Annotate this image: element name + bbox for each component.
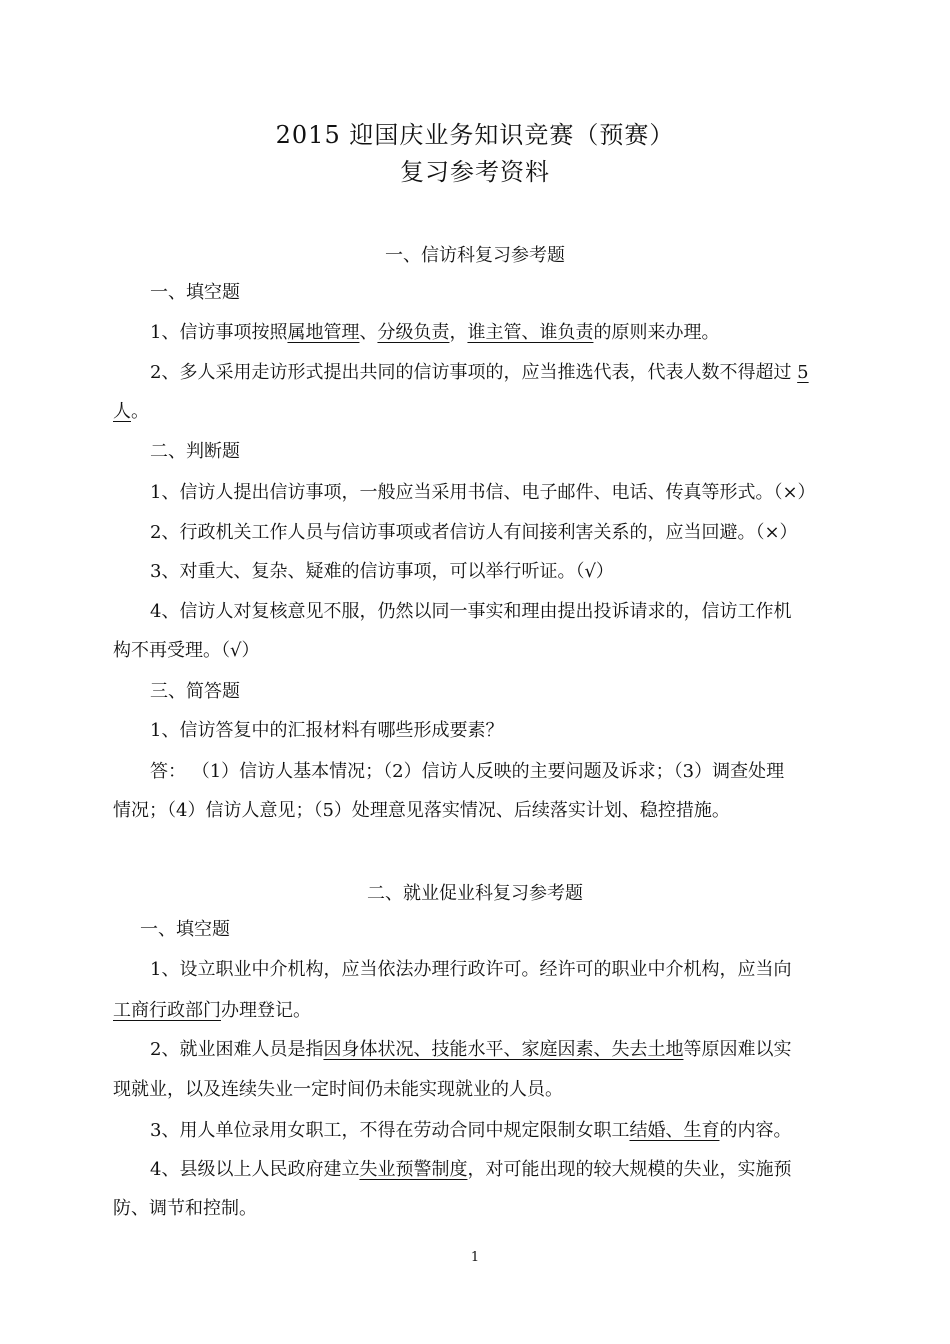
question-line: 4、县级以上人民政府建立失业预警制度，对可能出现的较大规模的失业，实施预 [150,1159,792,1180]
document-subtitle: 复习参考资料 [400,158,550,186]
answer-line: 答： （1）信访人基本情况；（2）信访人反映的主要问题及诉求；（3）调查处理 [150,761,785,782]
answer-underline: 分级负责 [377,322,450,343]
subsection-heading: 三、简答题 [150,681,240,702]
section-heading: 二、就业促业科复习参考题 [367,883,583,904]
question-line: 2、多人采用走访形式提出共同的信访事项的，应当推选代表，代表人数不得超过 5 [150,362,809,383]
question-line: 2、行政机关工作人员与信访事项或者信访人有间接利害关系的，应当回避。（×） [150,522,798,543]
document-title: 2015 迎国庆业务知识竞赛（预赛） [275,121,675,149]
subsection-heading: 一、填空题 [140,919,230,940]
question-line: 3、对重大、复杂、疑难的信访事项，可以举行听证。（√） [150,561,614,582]
question-line: 2、就业困难人员是指因身体状况、技能水平、家庭因素、失去土地等原因难以实 [150,1039,792,1060]
question-line: 现就业，以及连续失业一定时间仍未能实现就业的人员。 [113,1079,563,1100]
subsection-heading: 二、判断题 [150,441,240,462]
question-line: 1、设立职业中介机构，应当依法办理行政许可。经许可的职业中介机构，应当向 [150,959,792,980]
question-line: 1、信访答复中的汇报材料有哪些形成要素？ [150,720,504,741]
answer-underline: 属地管理 [287,322,360,343]
question-line: 3、用人单位录用女职工，不得在劳动合同中规定限制女职工结婚、生育的内容。 [150,1120,792,1141]
question-line: 1、信访事项按照属地管理、分级负责，谁主管、谁负责的原则来办理。 [150,322,720,343]
answer-underline: 谁主管、谁负责 [467,322,594,343]
question-line: 工商行政部门办理登记。 [113,1000,311,1021]
answer-underline: 因身体状况、技能水平、家庭因素、失去土地 [323,1039,684,1060]
subsection-heading: 一、填空题 [150,282,240,303]
page-number: 1 [470,1250,480,1265]
answer-underline: 工商行政部门 [113,1000,221,1021]
answer-underline: 失业预警制度 [359,1159,468,1180]
question-line: 1、信访人提出信访事项，一般应当采用书信、电子邮件、电话、传真等形式。（×） [150,482,816,503]
question-line: 4、信访人对复核意见不服，仍然以同一事实和理由提出投诉请求的，信访工作机 [150,601,792,622]
answer-underline: 结婚、生育 [629,1120,720,1141]
question-line: 防、调节和控制。 [113,1198,257,1219]
answer-line: 情况；（4）信访人意见；（5）处理意见落实情况、后续落实计划、稳控措施。 [113,800,730,821]
answer-underline: 人 [113,401,131,422]
answer-underline: 5 [797,362,809,383]
section-heading: 一、信访科复习参考题 [385,245,565,266]
question-line: 人。 [113,401,149,422]
question-line: 构不再受理。（√） [113,640,260,661]
